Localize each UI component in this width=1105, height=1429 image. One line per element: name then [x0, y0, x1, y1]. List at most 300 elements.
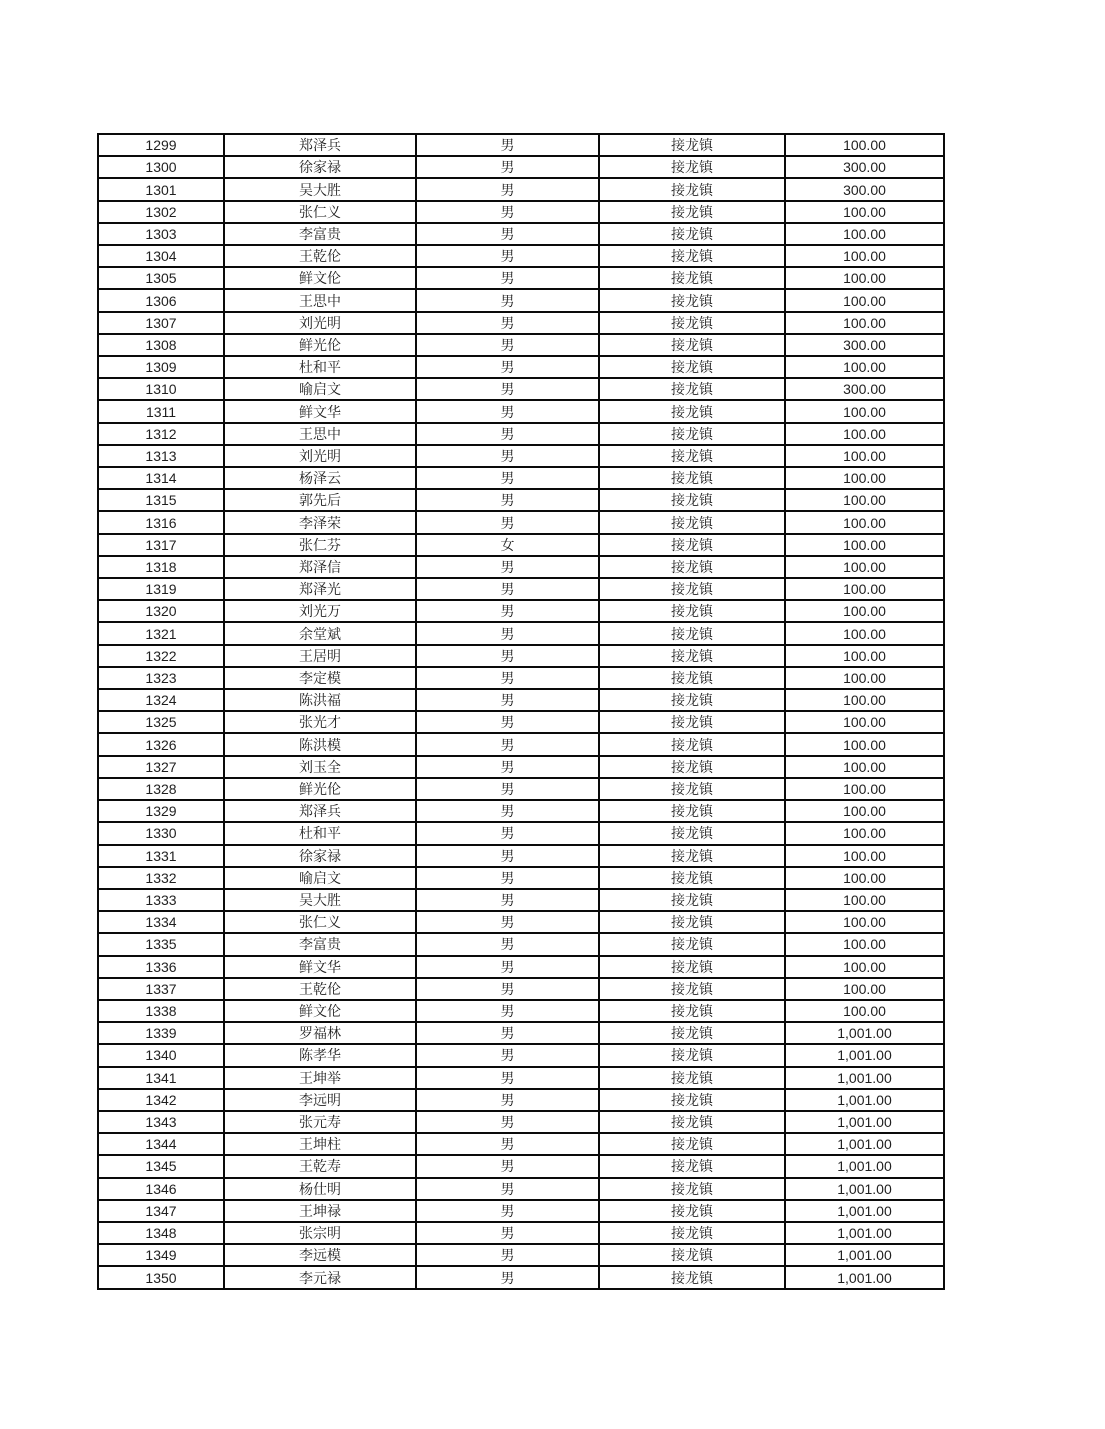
cell-gender: 男 — [416, 689, 599, 711]
cell-town: 接龙镇 — [599, 667, 785, 689]
table-row — [98, 534, 944, 556]
cell-gender: 男 — [416, 889, 599, 911]
table-row — [98, 356, 944, 378]
cell-id: 1322 — [98, 645, 224, 667]
cell-town: 接龙镇 — [599, 600, 785, 622]
cell-gender: 男 — [416, 600, 599, 622]
cell-amount: 100.00 — [785, 733, 944, 755]
cell-name: 徐家禄 — [224, 156, 416, 178]
cell-id: 1327 — [98, 756, 224, 778]
cell-name: 张光才 — [224, 711, 416, 733]
table-row — [98, 1089, 944, 1111]
cell-gender: 男 — [416, 1111, 599, 1133]
cell-town: 接龙镇 — [599, 1111, 785, 1133]
cell-name: 张仁芬 — [224, 534, 416, 556]
cell-gender: 男 — [416, 845, 599, 867]
cell-town: 接龙镇 — [599, 534, 785, 556]
cell-town: 接龙镇 — [599, 1155, 785, 1177]
cell-name: 鲜光伦 — [224, 778, 416, 800]
cell-town: 接龙镇 — [599, 711, 785, 733]
cell-id: 1315 — [98, 489, 224, 511]
cell-name: 杨泽云 — [224, 467, 416, 489]
cell-id: 1319 — [98, 578, 224, 600]
table-row — [98, 134, 944, 156]
cell-gender: 男 — [416, 289, 599, 311]
cell-id: 1308 — [98, 334, 224, 356]
cell-id: 1309 — [98, 356, 224, 378]
cell-id: 1339 — [98, 1022, 224, 1044]
table-row — [98, 645, 944, 667]
cell-name: 鲜文华 — [224, 956, 416, 978]
cell-town: 接龙镇 — [599, 1022, 785, 1044]
cell-id: 1330 — [98, 822, 224, 844]
cell-amount: 300.00 — [785, 334, 944, 356]
cell-town: 接龙镇 — [599, 556, 785, 578]
cell-town: 接龙镇 — [599, 378, 785, 400]
cell-amount: 100.00 — [785, 911, 944, 933]
table-row — [98, 756, 944, 778]
cell-gender: 男 — [416, 1089, 599, 1111]
table-row — [98, 956, 944, 978]
table-row — [98, 312, 944, 334]
cell-amount: 1,001.00 — [785, 1244, 944, 1266]
cell-name: 杜和平 — [224, 822, 416, 844]
cell-id: 1329 — [98, 800, 224, 822]
cell-amount: 100.00 — [785, 445, 944, 467]
cell-town: 接龙镇 — [599, 956, 785, 978]
cell-id: 1303 — [98, 223, 224, 245]
cell-name: 郭先后 — [224, 489, 416, 511]
table-row — [98, 156, 944, 178]
cell-id: 1342 — [98, 1089, 224, 1111]
cell-amount: 1,001.00 — [785, 1178, 944, 1200]
table-row — [98, 733, 944, 755]
cell-name: 徐家禄 — [224, 845, 416, 867]
cell-town: 接龙镇 — [599, 134, 785, 156]
cell-name: 刘光明 — [224, 312, 416, 334]
cell-id: 1310 — [98, 378, 224, 400]
cell-amount: 100.00 — [785, 400, 944, 422]
cell-gender: 男 — [416, 178, 599, 200]
cell-name: 刘玉全 — [224, 756, 416, 778]
cell-gender: 男 — [416, 978, 599, 1000]
cell-id: 1328 — [98, 778, 224, 800]
cell-amount: 300.00 — [785, 178, 944, 200]
cell-amount: 100.00 — [785, 356, 944, 378]
table-row — [98, 1244, 944, 1266]
cell-id: 1331 — [98, 845, 224, 867]
cell-town: 接龙镇 — [599, 756, 785, 778]
cell-amount: 1,001.00 — [785, 1133, 944, 1155]
cell-town: 接龙镇 — [599, 622, 785, 644]
cell-gender: 男 — [416, 467, 599, 489]
cell-gender: 男 — [416, 1044, 599, 1066]
cell-name: 郑泽兵 — [224, 800, 416, 822]
cell-gender: 男 — [416, 822, 599, 844]
cell-id: 1314 — [98, 467, 224, 489]
table-row — [98, 1044, 944, 1066]
table-row — [98, 667, 944, 689]
cell-name: 杨仕明 — [224, 1178, 416, 1200]
cell-town: 接龙镇 — [599, 489, 785, 511]
table-row — [98, 423, 944, 445]
cell-town: 接龙镇 — [599, 445, 785, 467]
cell-name: 吴大胜 — [224, 178, 416, 200]
cell-amount: 300.00 — [785, 156, 944, 178]
cell-name: 李泽荣 — [224, 511, 416, 533]
cell-amount: 100.00 — [785, 578, 944, 600]
cell-town: 接龙镇 — [599, 356, 785, 378]
cell-town: 接龙镇 — [599, 334, 785, 356]
cell-name: 王乾伦 — [224, 978, 416, 1000]
table-row — [98, 933, 944, 955]
cell-name: 陈洪模 — [224, 733, 416, 755]
cell-amount: 100.00 — [785, 600, 944, 622]
cell-gender: 男 — [416, 1133, 599, 1155]
cell-gender: 男 — [416, 1067, 599, 1089]
cell-name: 李定模 — [224, 667, 416, 689]
table-row — [98, 1178, 944, 1200]
cell-id: 1325 — [98, 711, 224, 733]
table-row — [98, 289, 944, 311]
cell-gender: 男 — [416, 733, 599, 755]
cell-id: 1340 — [98, 1044, 224, 1066]
cell-name: 喻启文 — [224, 867, 416, 889]
cell-name: 王乾伦 — [224, 245, 416, 267]
table-row — [98, 845, 944, 867]
cell-amount: 100.00 — [785, 822, 944, 844]
cell-amount: 300.00 — [785, 378, 944, 400]
cell-gender: 男 — [416, 956, 599, 978]
cell-gender: 男 — [416, 1200, 599, 1222]
cell-name: 李元禄 — [224, 1266, 416, 1289]
cell-id: 1305 — [98, 267, 224, 289]
cell-town: 接龙镇 — [599, 400, 785, 422]
cell-gender: 男 — [416, 511, 599, 533]
cell-town: 接龙镇 — [599, 1089, 785, 1111]
cell-town: 接龙镇 — [599, 911, 785, 933]
cell-id: 1311 — [98, 400, 224, 422]
cell-town: 接龙镇 — [599, 1200, 785, 1222]
cell-amount: 100.00 — [785, 933, 944, 955]
cell-town: 接龙镇 — [599, 645, 785, 667]
cell-gender: 男 — [416, 800, 599, 822]
cell-name: 刘光明 — [224, 445, 416, 467]
cell-id: 1337 — [98, 978, 224, 1000]
cell-name: 罗福林 — [224, 1022, 416, 1044]
cell-id: 1324 — [98, 689, 224, 711]
cell-amount: 1,001.00 — [785, 1044, 944, 1066]
cell-amount: 100.00 — [785, 867, 944, 889]
cell-name: 王思中 — [224, 289, 416, 311]
table-row — [98, 600, 944, 622]
cell-amount: 100.00 — [785, 956, 944, 978]
cell-amount: 100.00 — [785, 889, 944, 911]
cell-name: 鲜文伦 — [224, 1000, 416, 1022]
cell-gender: 男 — [416, 645, 599, 667]
cell-gender: 男 — [416, 312, 599, 334]
cell-town: 接龙镇 — [599, 312, 785, 334]
cell-id: 1326 — [98, 733, 224, 755]
table-row — [98, 178, 944, 200]
cell-gender: 男 — [416, 334, 599, 356]
cell-amount: 1,001.00 — [785, 1222, 944, 1244]
cell-name: 鲜文伦 — [224, 267, 416, 289]
cell-id: 1350 — [98, 1266, 224, 1289]
cell-amount: 100.00 — [785, 245, 944, 267]
cell-id: 1313 — [98, 445, 224, 467]
cell-name: 王坤举 — [224, 1067, 416, 1089]
cell-gender: 男 — [416, 400, 599, 422]
table-row — [98, 1266, 944, 1289]
cell-name: 郑泽兵 — [224, 134, 416, 156]
cell-name: 李富贵 — [224, 223, 416, 245]
cell-amount: 1,001.00 — [785, 1089, 944, 1111]
cell-gender: 男 — [416, 423, 599, 445]
cell-gender: 男 — [416, 556, 599, 578]
cell-amount: 100.00 — [785, 800, 944, 822]
cell-id: 1302 — [98, 201, 224, 223]
cell-gender: 男 — [416, 445, 599, 467]
cell-name: 李远模 — [224, 1244, 416, 1266]
cell-name: 李富贵 — [224, 933, 416, 955]
cell-town: 接龙镇 — [599, 156, 785, 178]
cell-amount: 100.00 — [785, 689, 944, 711]
cell-id: 1348 — [98, 1222, 224, 1244]
cell-gender: 男 — [416, 378, 599, 400]
cell-gender: 男 — [416, 1266, 599, 1289]
cell-gender: 男 — [416, 267, 599, 289]
records-table — [97, 133, 945, 1290]
cell-gender: 男 — [416, 667, 599, 689]
cell-id: 1332 — [98, 867, 224, 889]
cell-gender: 男 — [416, 756, 599, 778]
table-row — [98, 1155, 944, 1177]
cell-town: 接龙镇 — [599, 178, 785, 200]
table-row — [98, 511, 944, 533]
cell-id: 1347 — [98, 1200, 224, 1222]
cell-id: 1312 — [98, 423, 224, 445]
cell-amount: 100.00 — [785, 978, 944, 1000]
cell-amount: 100.00 — [785, 201, 944, 223]
cell-gender: 男 — [416, 1022, 599, 1044]
cell-gender: 男 — [416, 911, 599, 933]
table-row — [98, 556, 944, 578]
cell-town: 接龙镇 — [599, 822, 785, 844]
cell-town: 接龙镇 — [599, 1000, 785, 1022]
cell-name: 吴大胜 — [224, 889, 416, 911]
cell-name: 陈洪福 — [224, 689, 416, 711]
cell-amount: 1,001.00 — [785, 1111, 944, 1133]
cell-id: 1333 — [98, 889, 224, 911]
cell-name: 王思中 — [224, 423, 416, 445]
cell-amount: 100.00 — [785, 223, 944, 245]
table-row — [98, 445, 944, 467]
table-row — [98, 1067, 944, 1089]
table-row — [98, 778, 944, 800]
cell-town: 接龙镇 — [599, 467, 785, 489]
cell-id: 1338 — [98, 1000, 224, 1022]
cell-id: 1300 — [98, 156, 224, 178]
cell-town: 接龙镇 — [599, 867, 785, 889]
cell-town: 接龙镇 — [599, 267, 785, 289]
cell-name: 喻启文 — [224, 378, 416, 400]
cell-id: 1349 — [98, 1244, 224, 1266]
cell-gender: 男 — [416, 1244, 599, 1266]
cell-id: 1306 — [98, 289, 224, 311]
cell-amount: 100.00 — [785, 489, 944, 511]
table-row — [98, 267, 944, 289]
cell-gender: 男 — [416, 134, 599, 156]
cell-gender: 男 — [416, 711, 599, 733]
table-row — [98, 911, 944, 933]
table-row — [98, 1222, 944, 1244]
cell-id: 1317 — [98, 534, 224, 556]
cell-id: 1318 — [98, 556, 224, 578]
table-row — [98, 889, 944, 911]
cell-town: 接龙镇 — [599, 933, 785, 955]
cell-gender: 男 — [416, 201, 599, 223]
cell-amount: 100.00 — [785, 423, 944, 445]
table-row — [98, 1000, 944, 1022]
cell-amount: 100.00 — [785, 467, 944, 489]
cell-amount: 100.00 — [785, 1000, 944, 1022]
table-row — [98, 467, 944, 489]
table-row — [98, 245, 944, 267]
table-row — [98, 1133, 944, 1155]
table-row — [98, 1111, 944, 1133]
cell-amount: 100.00 — [785, 778, 944, 800]
table-row — [98, 978, 944, 1000]
cell-town: 接龙镇 — [599, 201, 785, 223]
cell-gender: 男 — [416, 933, 599, 955]
cell-id: 1301 — [98, 178, 224, 200]
cell-id: 1346 — [98, 1178, 224, 1200]
table-row — [98, 689, 944, 711]
table-row — [98, 400, 944, 422]
cell-gender: 男 — [416, 356, 599, 378]
cell-id: 1321 — [98, 622, 224, 644]
cell-name: 张元寿 — [224, 1111, 416, 1133]
cell-name: 张仁义 — [224, 201, 416, 223]
cell-town: 接龙镇 — [599, 889, 785, 911]
table-row — [98, 800, 944, 822]
cell-gender: 男 — [416, 156, 599, 178]
cell-id: 1299 — [98, 134, 224, 156]
cell-town: 接龙镇 — [599, 511, 785, 533]
cell-id: 1336 — [98, 956, 224, 978]
cell-town: 接龙镇 — [599, 845, 785, 867]
cell-amount: 100.00 — [785, 267, 944, 289]
cell-name: 杜和平 — [224, 356, 416, 378]
cell-id: 1316 — [98, 511, 224, 533]
cell-name: 郑泽光 — [224, 578, 416, 600]
table-row — [98, 201, 944, 223]
cell-name: 张宗明 — [224, 1222, 416, 1244]
cell-amount: 100.00 — [785, 289, 944, 311]
cell-id: 1335 — [98, 933, 224, 955]
cell-amount: 1,001.00 — [785, 1200, 944, 1222]
table-row — [98, 711, 944, 733]
cell-town: 接龙镇 — [599, 733, 785, 755]
cell-amount: 100.00 — [785, 756, 944, 778]
cell-amount: 100.00 — [785, 845, 944, 867]
cell-id: 1320 — [98, 600, 224, 622]
table-row — [98, 622, 944, 644]
cell-gender: 男 — [416, 223, 599, 245]
cell-gender: 男 — [416, 1155, 599, 1177]
cell-town: 接龙镇 — [599, 423, 785, 445]
cell-amount: 100.00 — [785, 645, 944, 667]
table-row — [98, 334, 944, 356]
table-row — [98, 378, 944, 400]
cell-amount: 100.00 — [785, 556, 944, 578]
cell-id: 1323 — [98, 667, 224, 689]
cell-amount: 100.00 — [785, 534, 944, 556]
cell-gender: 男 — [416, 622, 599, 644]
cell-name: 王坤柱 — [224, 1133, 416, 1155]
cell-town: 接龙镇 — [599, 1133, 785, 1155]
cell-id: 1307 — [98, 312, 224, 334]
cell-gender: 男 — [416, 1000, 599, 1022]
cell-name: 郑泽信 — [224, 556, 416, 578]
cell-amount: 1,001.00 — [785, 1155, 944, 1177]
cell-gender: 女 — [416, 534, 599, 556]
cell-gender: 男 — [416, 1178, 599, 1200]
cell-name: 张仁义 — [224, 911, 416, 933]
cell-name: 陈孝华 — [224, 1044, 416, 1066]
cell-town: 接龙镇 — [599, 1067, 785, 1089]
table-row — [98, 489, 944, 511]
cell-name: 刘光万 — [224, 600, 416, 622]
cell-town: 接龙镇 — [599, 1222, 785, 1244]
cell-id: 1344 — [98, 1133, 224, 1155]
cell-town: 接龙镇 — [599, 289, 785, 311]
table-row — [98, 578, 944, 600]
cell-amount: 1,001.00 — [785, 1266, 944, 1289]
cell-name: 李远明 — [224, 1089, 416, 1111]
cell-town: 接龙镇 — [599, 1178, 785, 1200]
table-row — [98, 1200, 944, 1222]
cell-gender: 男 — [416, 489, 599, 511]
cell-amount: 1,001.00 — [785, 1067, 944, 1089]
table-row — [98, 223, 944, 245]
cell-town: 接龙镇 — [599, 689, 785, 711]
cell-id: 1345 — [98, 1155, 224, 1177]
cell-name: 鲜光伦 — [224, 334, 416, 356]
cell-gender: 男 — [416, 578, 599, 600]
cell-town: 接龙镇 — [599, 978, 785, 1000]
cell-gender: 男 — [416, 867, 599, 889]
table-row — [98, 822, 944, 844]
cell-town: 接龙镇 — [599, 778, 785, 800]
cell-name: 余堂斌 — [224, 622, 416, 644]
cell-amount: 100.00 — [785, 312, 944, 334]
table-row — [98, 1022, 944, 1044]
cell-amount: 100.00 — [785, 711, 944, 733]
cell-town: 接龙镇 — [599, 245, 785, 267]
cell-amount: 100.00 — [785, 667, 944, 689]
cell-id: 1343 — [98, 1111, 224, 1133]
cell-gender: 男 — [416, 778, 599, 800]
cell-town: 接龙镇 — [599, 578, 785, 600]
cell-town: 接龙镇 — [599, 223, 785, 245]
cell-id: 1304 — [98, 245, 224, 267]
cell-gender: 男 — [416, 1222, 599, 1244]
cell-name: 王居明 — [224, 645, 416, 667]
cell-name: 王乾寿 — [224, 1155, 416, 1177]
cell-amount: 100.00 — [785, 622, 944, 644]
